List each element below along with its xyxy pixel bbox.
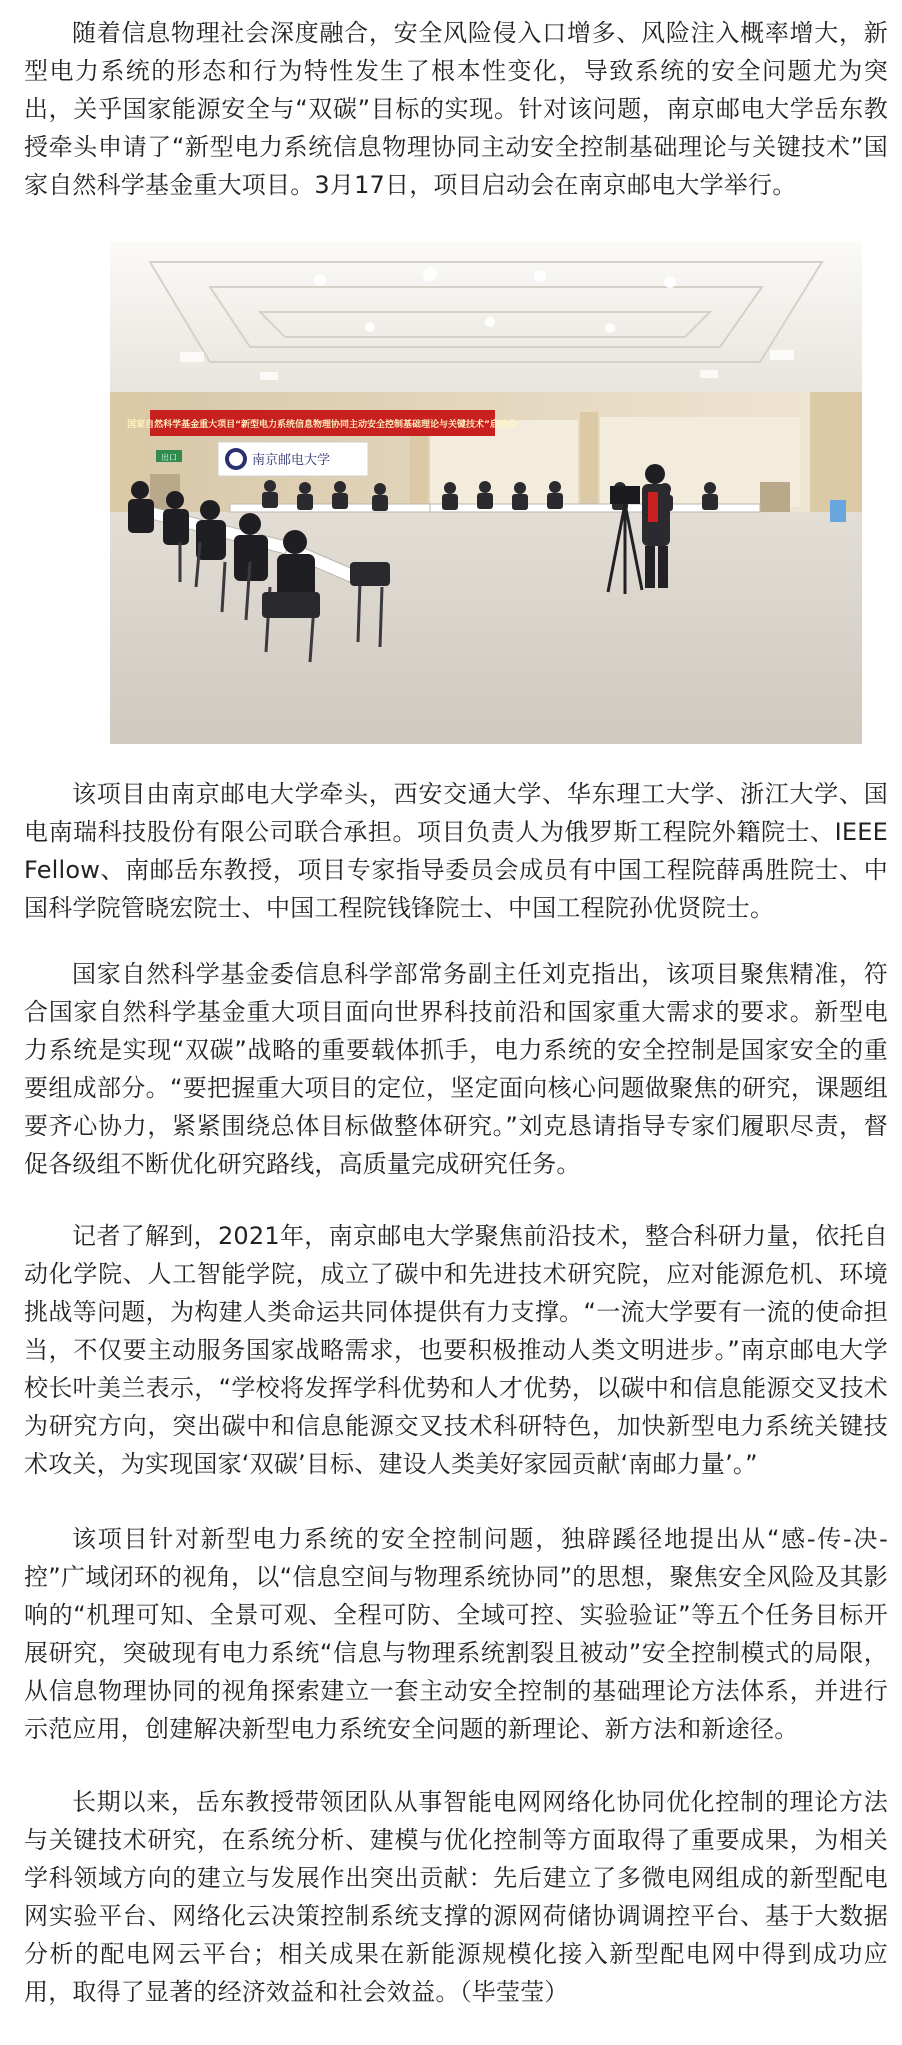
banner-text: 国家自然科学基金重大项目“新型电力系统信息物理协同主动安全控制基础理论与关键技术”启动会 (127, 420, 517, 430)
paragraph-liu-ke-remarks: 国家自然科学基金委信息科学部常务副主任刘克指出，该项目聚焦精准，符合国家自然科学基金重大项目面向世界科技前沿和国家重大需求的要求。新型电力系统是实现“双碳”战略的重要载体抓手，电力系统的安全控制是国家安全的重要组成部分。“要把握重大项目的定位，坚定面向核心问题做聚焦的研究，课题组要齐心协力，紧紧围绕总体目标做整体研究。”刘克恳请指导专家们履职尽责，督促各级组不断优化研究路线，高质量完成研究任务。 (24, 960, 888, 1178)
meeting-photo-illustration (110, 242, 862, 744)
paragraph-university-background: 记者了解到，2021年，南京邮电大学聚焦前沿技术，整合科研力量，依托自动化学院、人工智能学院，成立了碳中和先进技术研究院，应对能源危机、环境挑战等问题，为构建人类命运共同体提供有力支撑。“一流大学要有一流的使命担当，不仅要主动服务国家战略需求，也要积极推动人类文明进步。”南京邮电大学校长叶美兰表示，“学校将发挥学科优势和人才优势，以碳中和信息能源交叉技术为研究方向，突出碳中和信息能源交叉技术科研特色，加快新型电力系统关键技术攻关，为实现国家‘双碳’目标、建设人类美好家园贡献‘南邮力量’。” (24, 1222, 888, 1478)
paragraph-project-approach: 该项目针对新型电力系统的安全控制问题，独辟蹊径地提出从“感-传-决-控”广域闭环的视角，以“信息空间与物理系统协同”的思想，聚焦安全风险及其影响的“机理可知、全景可观、全程可防、全域可控、实验验证”等五个任务目标开展研究，突破现有电力系统“信息与物理系统割裂且被动”安全控制模式的局限，从信息物理协同的视角探索建立一套主动安全控制的基础理论方法体系，并进行示范应用，创建解决新型电力系统安全问题的新理论、新方法和新途径。 (24, 1525, 888, 1743)
paragraph-intro: 随着信息物理社会深度融合，安全风险侵入口增多、风险注入概率增大，新型电力系统的形态和行为特性发生了根本性变化，导致系统的安全问题尤为突出，关乎国家能源安全与“双碳”目标的实现。针对该问题，南京邮电大学岳东教授牵头申请了“新型电力系统信息物理协同主动安全控制基础理论与关键技术”国家自然科学基金重大项目。3月17日，项目启动会在南京邮电大学举行。 (24, 19, 888, 199)
logo-text: 南京邮电大学 (252, 453, 331, 468)
meeting-photo (110, 242, 862, 744)
paragraph-team-achievements: 长期以来，岳东教授带领团队从事智能电网网络化协同优化控制的理论方法与关键技术研究，在系统分析、建模与优化控制等方面取得了重要成果，为相关学科领域方向的建立与发展作出突出贡献：先后建立了多微电网组成的新型配电网实验平台、网络化云决策控制系统支撑的源网荷储协调调控平台、基于大数据分析的配电网云平台；相关成果在新能源规模化接入新型配电网中得到成功应用，取得了显著的经济效益和社会效益。（毕莹莹） (24, 1788, 888, 2006)
exit-sign-text: 出口 (161, 453, 177, 462)
paragraph-participants: 该项目由南京邮电大学牵头，西安交通大学、华东理工大学、浙江大学、国电南瑞科技股份有限公司联合承担。项目负责人为俄罗斯工程院外籍院士、IEEE Fellow、南邮岳东教授，项目专家指导委员会成员有中国工程院薛禹胜院士、中国科学院管晓宏院士、中国工程院钱锋院士、中国工程院孙优贤院士。 (24, 780, 888, 922)
